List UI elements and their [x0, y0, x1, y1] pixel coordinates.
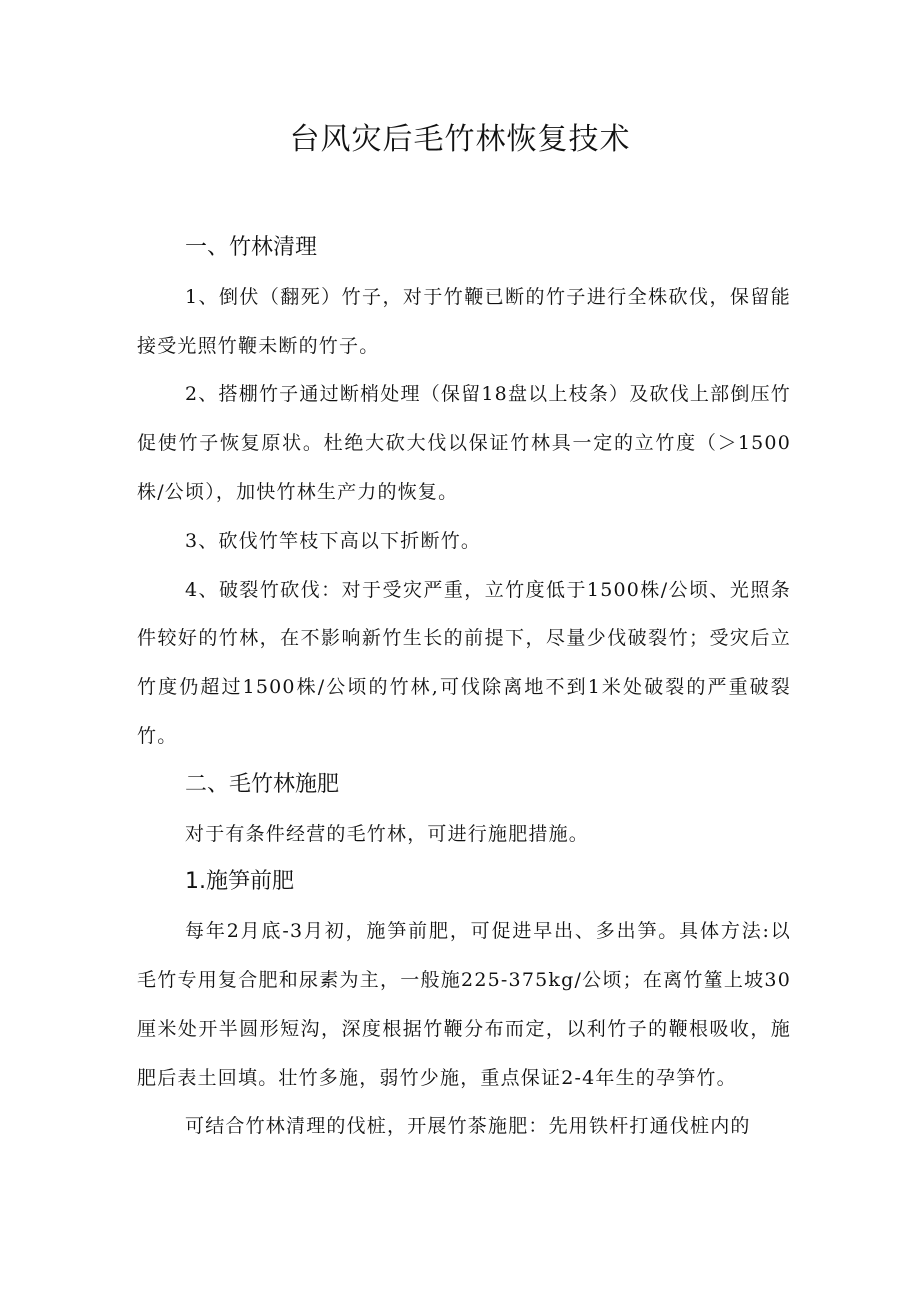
paragraph-stump-fertilization: 可结合竹林清理的伐桩，开展竹茶施肥：先用铁杆打通伐桩内的: [185, 1115, 751, 1138]
paragraph-canopy-bamboo: 2、搭棚竹子通过断梢处理（保留18盘以上枝条）及砍伐上部倒压竹促使竹子恢复原状。杜绝大砍大伐以保证竹林具一定的立竹度（＞1500株/公顷），加快竹林生产力的恢复。: [137, 383, 791, 503]
paragraph-pre-shoot-method: 每年2月底-3月初，施笋前肥，可促进早出、多出笋。具体方法:以毛竹专用复合肥和尿素为主，一般施225-375kg/公顷；在离竹䈽上坡30厘米处开半圆形短沟，深度根据竹鞭分布而定，以利竹子的鞭根吸收，施肥后表土回填。壮竹多施，弱竹少施，重点保证2-4年生的孕笋竹。: [137, 920, 791, 1089]
section-heading-cleanup: 一、竹林清理: [185, 235, 318, 260]
paragraph-broken-bamboo: 3、砍伐竹竿枝下高以下折断竹。: [185, 529, 482, 552]
section-heading-fertilization: 二、毛竹林施肥: [185, 771, 340, 797]
paragraph-cracked-bamboo: 4、破裂竹砍伐：对于受灾严重，立竹度低于1500株/公顷、光照条件较好的竹林，在不影响新竹生长的前提下，尽量少伐破裂竹；受灾后立竹度仍超过1500株/公顷的竹林,可伐除离地不到1米处破裂的严重破裂竹。: [137, 578, 791, 747]
document-body: [137, 224, 791, 1151]
document-title: 台风灾后毛竹林恢复技术: [289, 122, 631, 157]
subheading-pre-shoot-fertilizer: 1.施笋前肥: [185, 869, 294, 895]
paragraph-fallen-bamboo: 1、倒伏（翻死）竹子，对于竹鞭已断的竹子进行全株砍伐，保留能接受光照竹鞭未断的竹子。: [137, 285, 791, 357]
paragraph-fertilization-intro: 对于有条件经营的毛竹林，可进行施肥措施。: [185, 822, 590, 845]
